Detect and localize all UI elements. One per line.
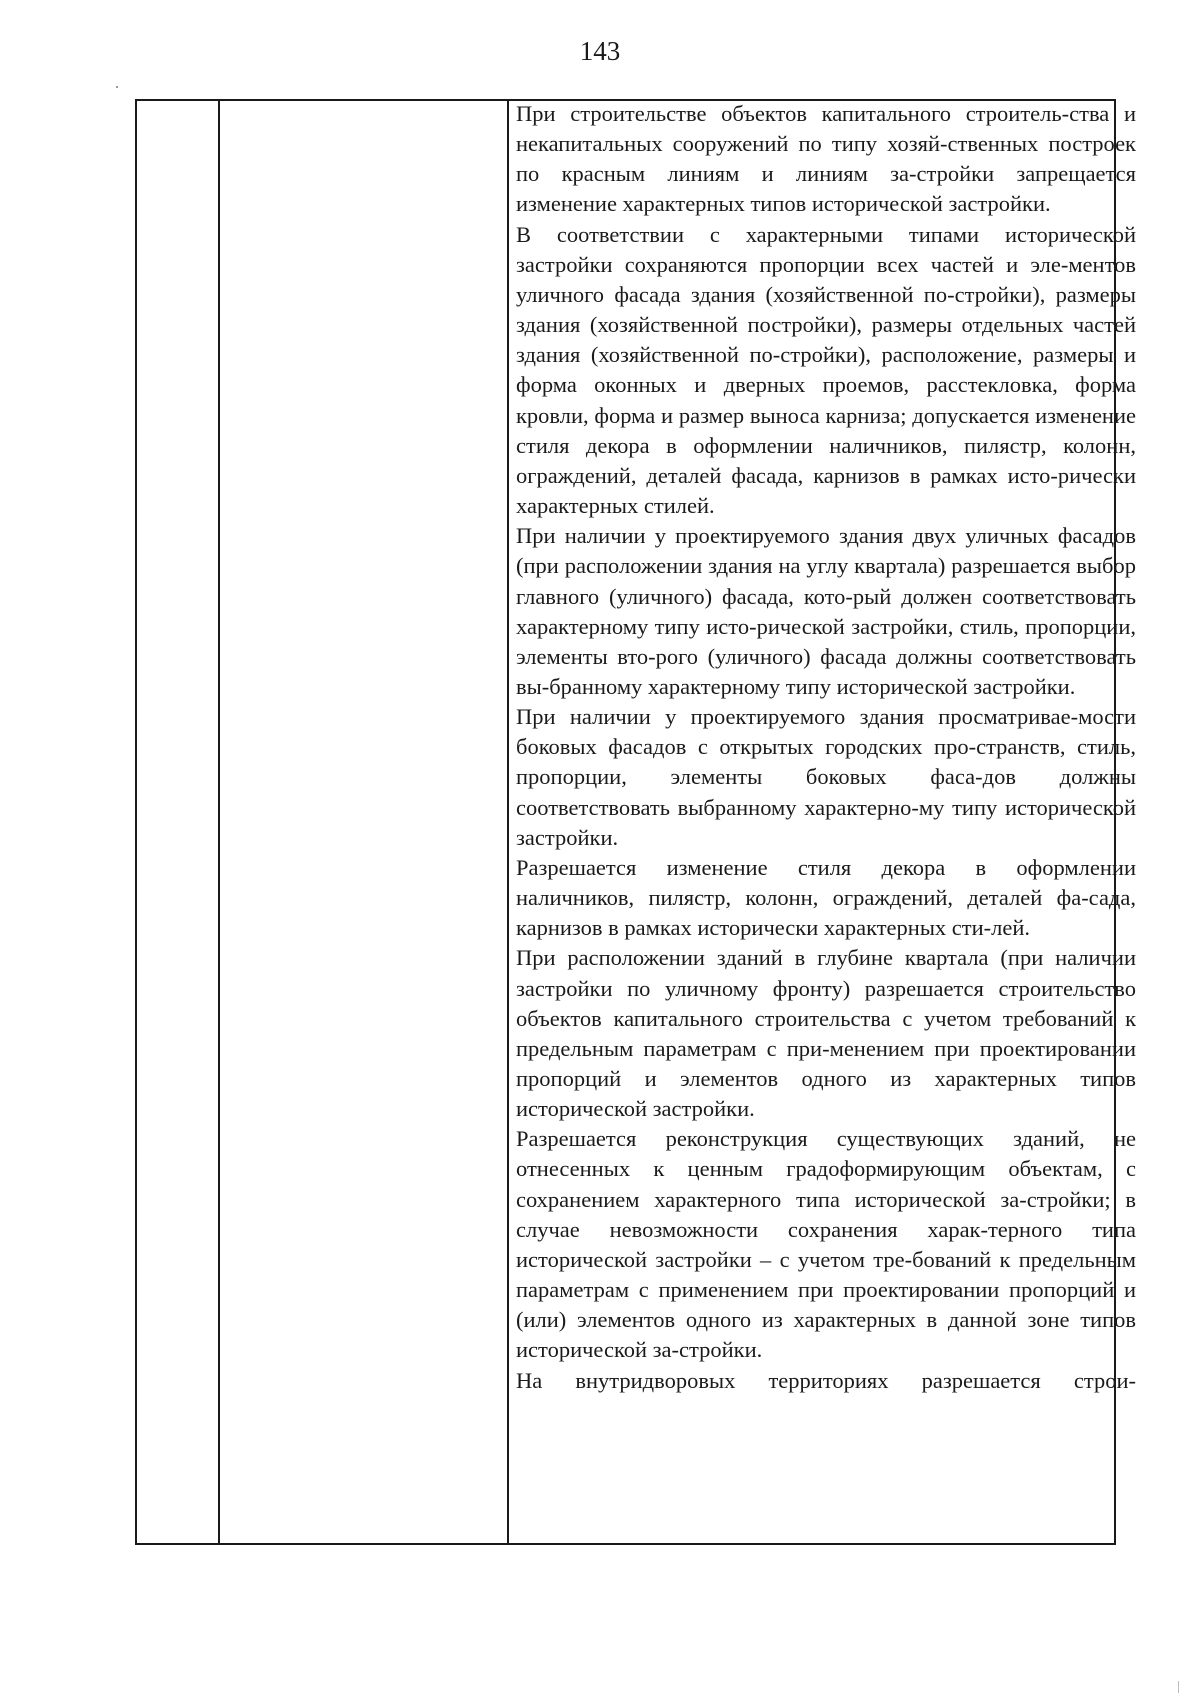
paragraph: Разрешается изменение стиля декора в оформлении наличников, пилястр, колонн, ограждений, деталей фа-сада, карнизов в рамках исторически характерных сти-лей. — [516, 854, 1136, 941]
paragraph: При наличии у проектируемого здания двух уличных фасадов (при расположении здания на углу квартала) разрешается выбор главного (уличного) фасада, кото-рый должен соответствовать характерному типу исто-рической застройки, стиль, пропорции, элементы вто-рого (уличного) фасада должны соответствовать вы-бранному характерному типу исторической застройки. — [516, 523, 1136, 699]
paragraph: При расположении зданий в глубине квартала (при наличии застройки по уличному фронту) разрешается строительство объектов капитального строительства с учетом требований к предельным параметрам с при-менением при проектировании пропорций и элементов одного из характерных типов исторической застройки. — [516, 945, 1136, 1122]
column-divider-1 — [218, 101, 220, 1543]
paragraph: В соответствии с характерными типами исторической застройки сохраняются пропорции всех частей и эле-ментов уличного фасада здания (хозяйственной по-стройки), размеры здания (хозяйственной постройки), размеры отдельных частей здания (хозяйственной по-стройки), расположение, размеры и форма оконных и дверных проемов, расстекловка, форма кровли, форма и размер выноса карниза; допускается изменение стиля декора в оформлении наличников, пилястр, колонн, ограждений, деталей фасада, карнизов в рамках исто-рически характерных стилей. — [516, 221, 1136, 519]
paragraph: При строительстве объектов капитального строитель-ства и некапитальных сооружений по типу хозяй-ственных построек по красным линиям и линиям за-стройки запрещается изменение характерных типов исторической застройки. — [516, 101, 1136, 217]
scan-mark — [1178, 1681, 1179, 1693]
paragraph: На внутридворовых территориях разрешается строи- — [516, 1367, 1136, 1393]
column-divider-2 — [507, 101, 509, 1543]
page-number: 143 — [579, 36, 621, 66]
scan-mark — [116, 86, 118, 88]
paragraph: Разрешается реконструкция существующих зданий, не отнесенных к ценным градоформирующим объектам, с сохранением характерного типа исторической за-стройки; в случае невозможности сохранения харак-терного типа исторической застройки – с учетом тре-бований к предельным параметрам с применением при проектировании пропорций и (или) элементов одного из характерных в данной зоне типов исторической за-стройки. — [516, 1126, 1136, 1363]
right-column-cell — [516, 99, 1136, 1396]
paragraph: При наличии у проектируемого здания просматривае-мости боковых фасадов с открытых городских про-странств, стиль, пропорции, элементы боковых фаса-дов должны соответствовать выбранному характерно-му типу исторической застройки. — [516, 704, 1136, 850]
